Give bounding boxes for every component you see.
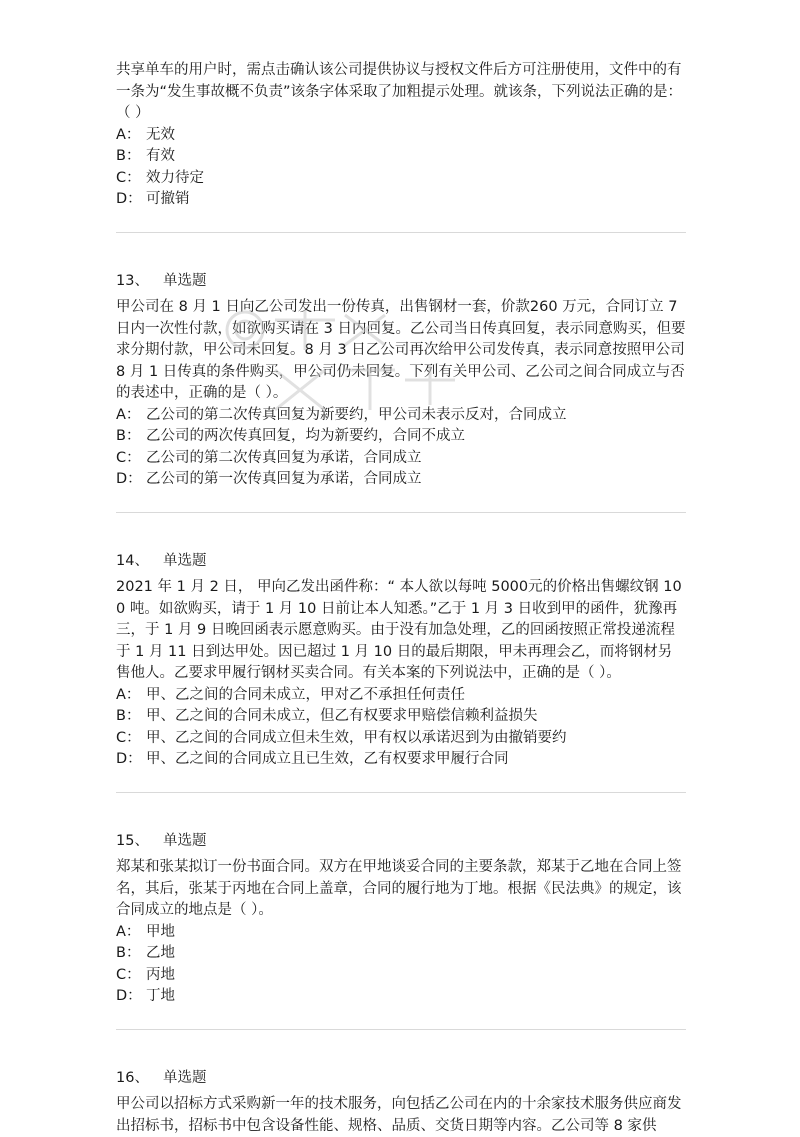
divider — [116, 232, 686, 233]
option-a: A： 乙公司的第二次传真回复为新要约，甲公司未表示反对，合同成立 — [116, 405, 686, 427]
question-top — [116, 60, 686, 233]
document-page — [116, 60, 686, 1137]
option-c: C： 甲、乙之间的合同成立但未生效，甲有权以承诺迟到为由撤销要约 — [116, 728, 686, 750]
question-header: 14、 单选题 — [116, 551, 686, 573]
question-text: 甲公司在 8 月 1 日向乙公司发出一份传真，出售钢材一套，价款260 万元，合同订立 7 日内一次性付款，如欲购买请在 3 日内回复。乙公司当日传真回复，表示同意购买，但要求分期付款，甲公司未回复。8 月 3 日乙公司再次给甲公司发传真，表示同意按照甲公司 8 月 1 日传真的条件购买，甲公司仍未回复。下列有关甲公司、乙公司之间合同成立与否的表述中，正确的是（ ）。 — [116, 297, 686, 405]
option-d: D： 乙公司的第一次传真回复为承诺，合同成立 — [116, 469, 686, 491]
option-b: B： 乙地 — [116, 943, 686, 965]
option-a: A： 甲地 — [116, 922, 686, 944]
option-b: B： 有效 — [116, 146, 686, 168]
question-header: 16、 单选题 — [116, 1068, 686, 1090]
question-text: 郑某和张某拟订一份书面合同。双方在甲地谈妥合同的主要条款，郑某于乙地在合同上签名，其后，张某于丙地在合同上盖章，合同的履行地为丁地。根据《民法典》的规定，该合同成立的地点是（ ）。 — [116, 857, 686, 922]
divider — [116, 1029, 686, 1030]
option-d: D： 甲、乙之间的合同成立且已生效，乙有权要求甲履行合同 — [116, 749, 686, 771]
option-c: C： 效力待定 — [116, 168, 686, 190]
question-14 — [116, 551, 686, 793]
question-text: 甲公司以招标方式采购新一年的技术服务，向包括乙公司在内的十余家技术服务供应商发出招标书，招标书中包含设备性能、规格、品质、交货日期等内容。乙公司等 8 家供 — [116, 1094, 686, 1137]
option-b: B： 甲、乙之间的合同未成立，但乙有权要求甲赔偿信赖利益损失 — [116, 706, 686, 728]
question-13 — [116, 271, 686, 513]
option-c: C： 丙地 — [116, 965, 686, 987]
option-b: B： 乙公司的两次传真回复，均为新要约，合同不成立 — [116, 426, 686, 448]
option-c: C： 乙公司的第二次传真回复为承诺，合同成立 — [116, 448, 686, 470]
option-d: D： 可撤销 — [116, 189, 686, 211]
option-a: A： 甲、乙之间的合同未成立，甲对乙不承担任何责任 — [116, 685, 686, 707]
option-d: D： 丁地 — [116, 986, 686, 1008]
divider — [116, 512, 686, 513]
question-header: 13、 单选题 — [116, 271, 686, 293]
question-15 — [116, 831, 686, 1030]
option-a: A： 无效 — [116, 125, 686, 147]
question-text: 共享单车的用户时，需点击确认该公司提供协议与授权文件后方可注册使用，文件中的有一条为“发生事故概不负责”该条字体采取了加粗提示处理。就该条，下列说法正确的是：（ ） — [116, 60, 686, 125]
question-header: 15、 单选题 — [116, 831, 686, 853]
question-16 — [116, 1068, 686, 1137]
question-text: 2021 年 1 月 2 日， 甲向乙发出函件称：“ 本人欲以每吨 5000元的价格出售螺纹钢 100 吨。如欲购买，请于 1 月 10 日前让本人知悉。”乙于 1 月 3 日收到甲的函件，犹豫再三，于 1 月 9 日晚回函表示愿意购买。由于没有加急处理，乙的回函按照正常投递流程于 1 月 11 日到达甲处。因已超过 1 月 10 日的最后期限，甲未再理会乙，而将钢材另售他人。乙要求甲履行钢材买卖合同。有关本案的下列说法中，正确的是（ ）。 — [116, 577, 686, 685]
divider — [116, 792, 686, 793]
